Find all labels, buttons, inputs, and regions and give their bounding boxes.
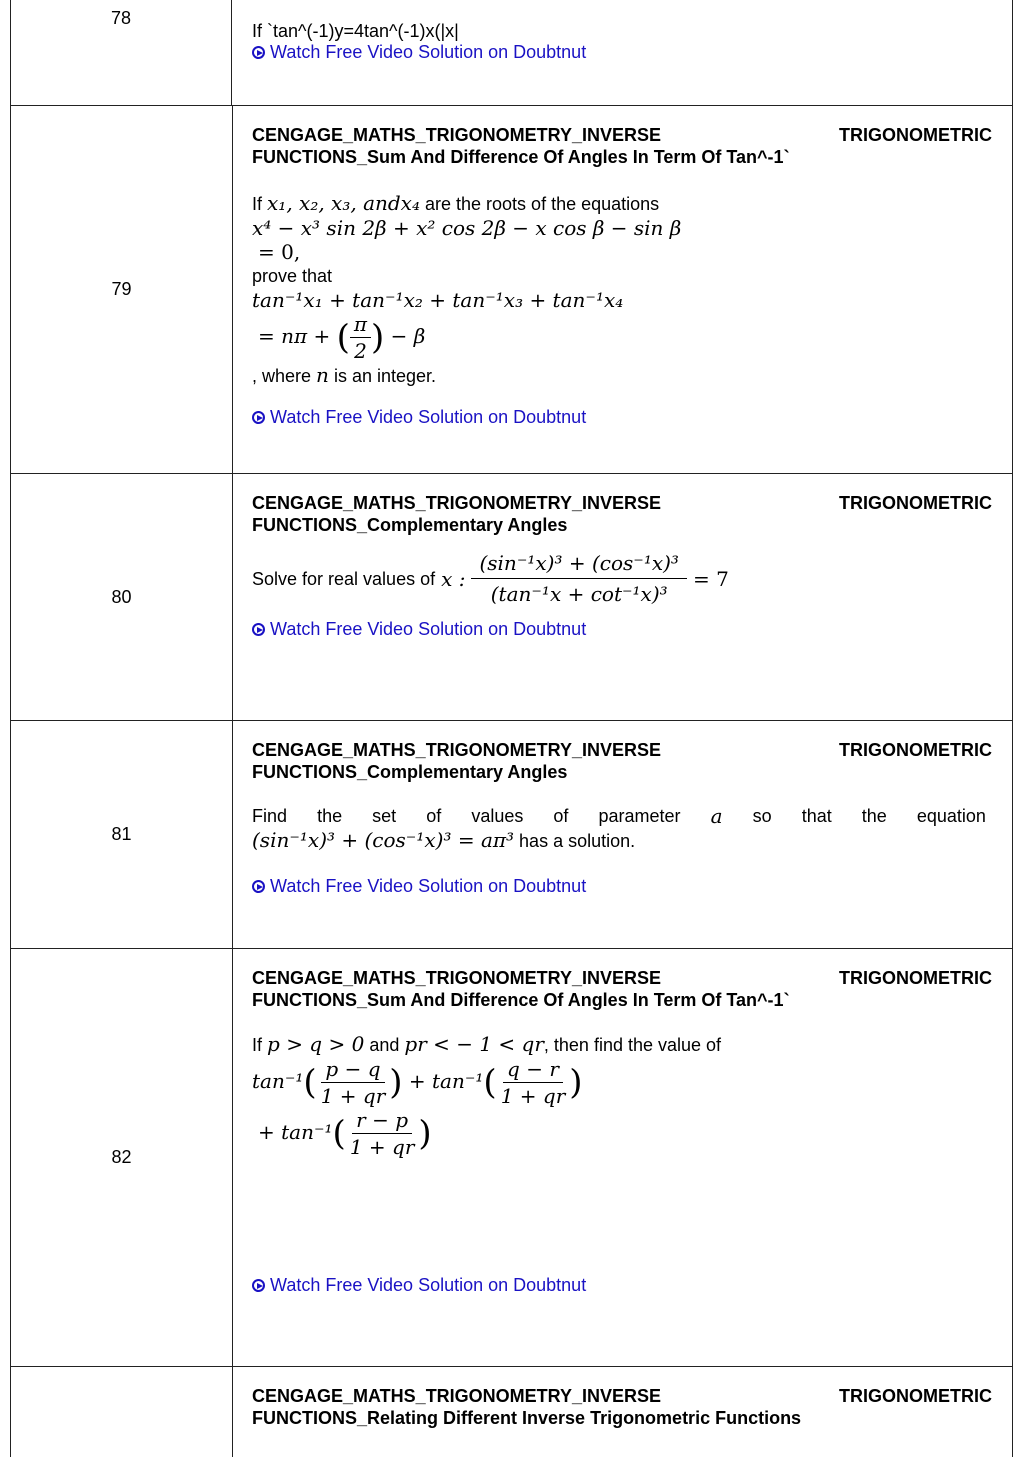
- question-number: 80: [11, 474, 233, 720]
- questions-table: [10, 0, 1013, 1457]
- video-solution-link[interactable]: Watch Free Video Solution on Doubtnut: [252, 42, 992, 63]
- question-word: equation: [916, 806, 986, 826]
- play-circle-icon: [252, 623, 265, 636]
- question-word: that: [801, 806, 832, 826]
- table-row: [10, 106, 1013, 474]
- topic-heading: CENGAGE_MATHS_TRIGONOMETRY_INVERSE TRIGONOMETRIC FUNCTIONS_Complementary Angles: [252, 493, 992, 535]
- question-text: If `tan^(-1)y=4tan^(-1)x(|x|: [252, 21, 459, 41]
- topic-heading: CENGAGE_MATHS_TRIGONOMETRY_INVERSE TRIGONOMETRIC FUNCTIONS_Sum And Difference Of Angles In Term Of Tan^-1`: [252, 968, 992, 1010]
- question-body: If p > q > 0 and pr < − 1 < qr, then find the value of tan⁻¹( $\frac{p - q}{1 + qr}$ ) + tan⁻¹( $\frac{q - r}{1 + qr}$ ) + tan⁻¹( $\frac{r - p}{1 + qr}$ ): [252, 1032, 722, 1159]
- video-solution-link[interactable]: Watch Free Video Solution on Doubtnut: [252, 619, 992, 640]
- question-word: of: [426, 806, 442, 826]
- question-cell: [233, 106, 1012, 473]
- question-body: If x₁, x₂, x₃, andx₄ are the roots of the equations x⁴ − x³ sin 2β + x² cos 2β − x cos β − sin β = 0, prove that tan⁻¹x₁ + tan⁻¹x₂ + tan⁻¹x₃ + tan⁻¹x₄ = nπ + ( $\frac{\pi}{2}$ ) − β , where n is an integer.: [252, 191, 682, 387]
- question-cell: [233, 1367, 1012, 1457]
- play-circle-icon: [252, 46, 265, 59]
- video-solution-link[interactable]: Watch Free Video Solution on Doubtnut: [252, 407, 992, 428]
- question-word: set: [372, 806, 397, 826]
- table-row: [10, 721, 1013, 949]
- question-word: values: [471, 806, 524, 826]
- table-row: [10, 474, 1013, 721]
- question-number: 79: [11, 106, 233, 473]
- question-cell: [233, 0, 1012, 105]
- topic-heading: CENGAGE_MATHS_TRIGONOMETRY_INVERSE TRIGONOMETRIC FUNCTIONS_Relating Different Inverse Trigonometric Functions: [252, 1386, 992, 1428]
- play-circle-icon: [252, 880, 265, 893]
- video-solution-link[interactable]: Watch Free Video Solution on Doubtnut: [252, 1275, 586, 1296]
- question-body: Find the set of values of parameter a so that the equation (sin⁻¹x)³ + (cos⁻¹x)³ = aπ³ has a solution.: [252, 804, 986, 852]
- question-cell: [233, 721, 1012, 948]
- video-solution-link[interactable]: Watch Free Video Solution on Doubtnut: [252, 876, 992, 897]
- question-number: [11, 1367, 233, 1457]
- question-cell: [233, 949, 1012, 1366]
- topic-heading: CENGAGE_MATHS_TRIGONOMETRY_INVERSE TRIGONOMETRIC FUNCTIONS_Sum And Difference Of Angles In Term Of Tan^-1`: [252, 125, 992, 167]
- question-word: of: [553, 806, 569, 826]
- question-number: 82: [11, 949, 233, 1366]
- question-cell: [233, 474, 1012, 720]
- topic-heading: CENGAGE_MATHS_TRIGONOMETRY_INVERSE TRIGONOMETRIC FUNCTIONS_Complementary Angles: [252, 740, 992, 782]
- question-word: a: [710, 804, 723, 828]
- question-number: 78: [11, 0, 232, 105]
- table-row: [10, 0, 1013, 106]
- question-number: 81: [11, 721, 233, 948]
- play-circle-icon: [252, 1279, 265, 1292]
- question-word: the: [861, 806, 887, 826]
- play-circle-icon: [252, 411, 265, 424]
- question-word: the: [317, 806, 343, 826]
- question-body: Solve for real values of x : $\frac{\text{(sin⁻¹x)³ + (cos⁻¹x)³}}{\text{(tan⁻¹x + cot⁻¹x)³}}$ = 7: [252, 551, 729, 606]
- question-word: Find: [252, 806, 288, 826]
- table-row: [10, 1367, 1013, 1457]
- question-word: parameter: [598, 806, 681, 826]
- table-row: [10, 949, 1013, 1367]
- question-word: so: [752, 806, 772, 826]
